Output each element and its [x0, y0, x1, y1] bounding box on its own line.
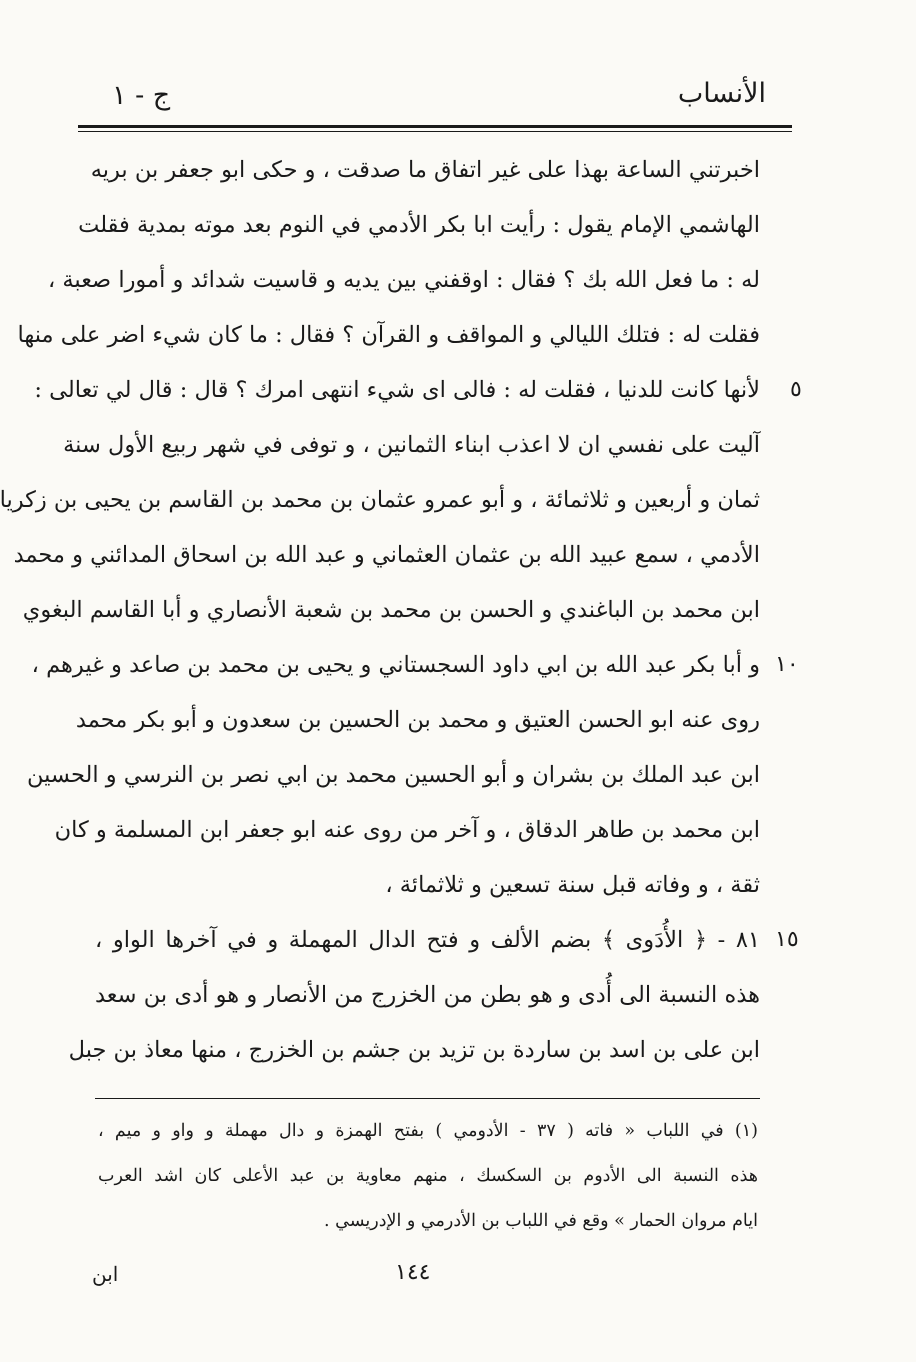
text-line-8: الأدمي ، سمع عبيد الله بن عثمان العثماني و عبد الله بن اسحاق المدائني و محمد: [13, 542, 760, 568]
footnote-line-2: هذه النسبة الى الأدوم بن السكسك ، منهم معاوية بن عبد الأعلى كان اشد العرب: [98, 1166, 758, 1186]
text-line-10: و أبا بكر عبد الله بن ابي داود السجستاني و يحيى بن محمد بن صاعد و غيرهم ،: [31, 652, 760, 678]
text-line-15: ٨١ - ﴿ الأُدَوى ﴾ بضم الألف و فتح الدال المهملة و في آخرها الواو ،: [95, 927, 760, 953]
text-line-3: له : ما فعل الله بك ؟ فقال : اوقفني بين يديه و قاسيت شدائد و أمورا صعبة ،: [47, 267, 760, 293]
footnote-rule: [95, 1098, 760, 1099]
text-line-12: ابن عبد الملك بن بشران و أبو الحسين محمد بن ابي نصر بن النرسي و الحسين: [26, 762, 760, 788]
text-line-14: ثقة ، و وفاته قبل سنة تسعين و ثلاثمائة ،: [385, 872, 760, 898]
running-title: الأنساب: [677, 78, 766, 109]
header-rule-thick: [78, 125, 792, 128]
footnote-line-1: (١) في اللباب « فاته ( ٣٧ - الأدومي ) بفتح الهمزة و دال مهملة و واو و ميم ،: [98, 1121, 758, 1141]
catchword: ابن: [92, 1262, 119, 1286]
line-number-5: ٥: [790, 377, 802, 402]
text-line-5: لأنها كانت للدنيا ، فقلت له : فالى اى شيء انتهى امرك ؟ قال : قال لي تعالى :: [34, 377, 760, 403]
footnote-line-3: ايام مروان الحمار » وقع في اللباب بن الأدرمي و الإدريسي .: [324, 1211, 758, 1231]
volume-label: ج - ١: [112, 80, 171, 111]
text-line-17: ابن على بن اسد بن ساردة بن تزيد بن جشم بن الخزرج ، منها معاذ بن جبل: [68, 1037, 760, 1063]
line-number-15: ١٥: [775, 927, 799, 952]
header-rule-thin: [78, 131, 792, 132]
text-line-9: ابن محمد بن الباغندي و الحسن بن محمد بن شعبة الأنصاري و أبا القاسم البغوي: [22, 597, 760, 623]
text-line-16: هذه النسبة الى أُدى و هو بطن من الخزرج من الأنصار و هو أدى بن سعد: [95, 982, 760, 1008]
text-line-13: ابن محمد بن طاهر الدقاق ، و آخر من روى عنه ابو جعفر ابن المسلمة و كان: [54, 817, 760, 843]
text-line-2: الهاشمي الإمام يقول : رأيت ابا بكر الأدمي في النوم بعد موته بمدية فقلت: [78, 212, 760, 238]
text-line-11: روى عنه ابو الحسن العتيق و محمد بن الحسين بن سعدون و أبو بكر محمد: [75, 707, 760, 733]
text-line-6: آليت على نفسي ان لا اعذب ابناء الثمانين ، و توفى في شهر ربيع الأول سنة: [63, 432, 760, 458]
text-line-7: ثمان و أربعين و ثلاثمائة ، و أبو عمرو عثمان بن محمد بن القاسم بن يحيى بن زكريا: [0, 487, 760, 513]
page-number: ١٤٤: [395, 1260, 431, 1285]
text-line-1: اخبرتني الساعة بهذا على غير اتفاق ما صدقت ، و حكى ابو جعفر بن بريه: [90, 157, 760, 183]
line-number-10: ١٠: [775, 652, 799, 677]
text-line-4: فقلت له : فتلك الليالي و المواقف و القرآن ؟ فقال : ما كان شيء اضر على منها: [17, 322, 760, 348]
